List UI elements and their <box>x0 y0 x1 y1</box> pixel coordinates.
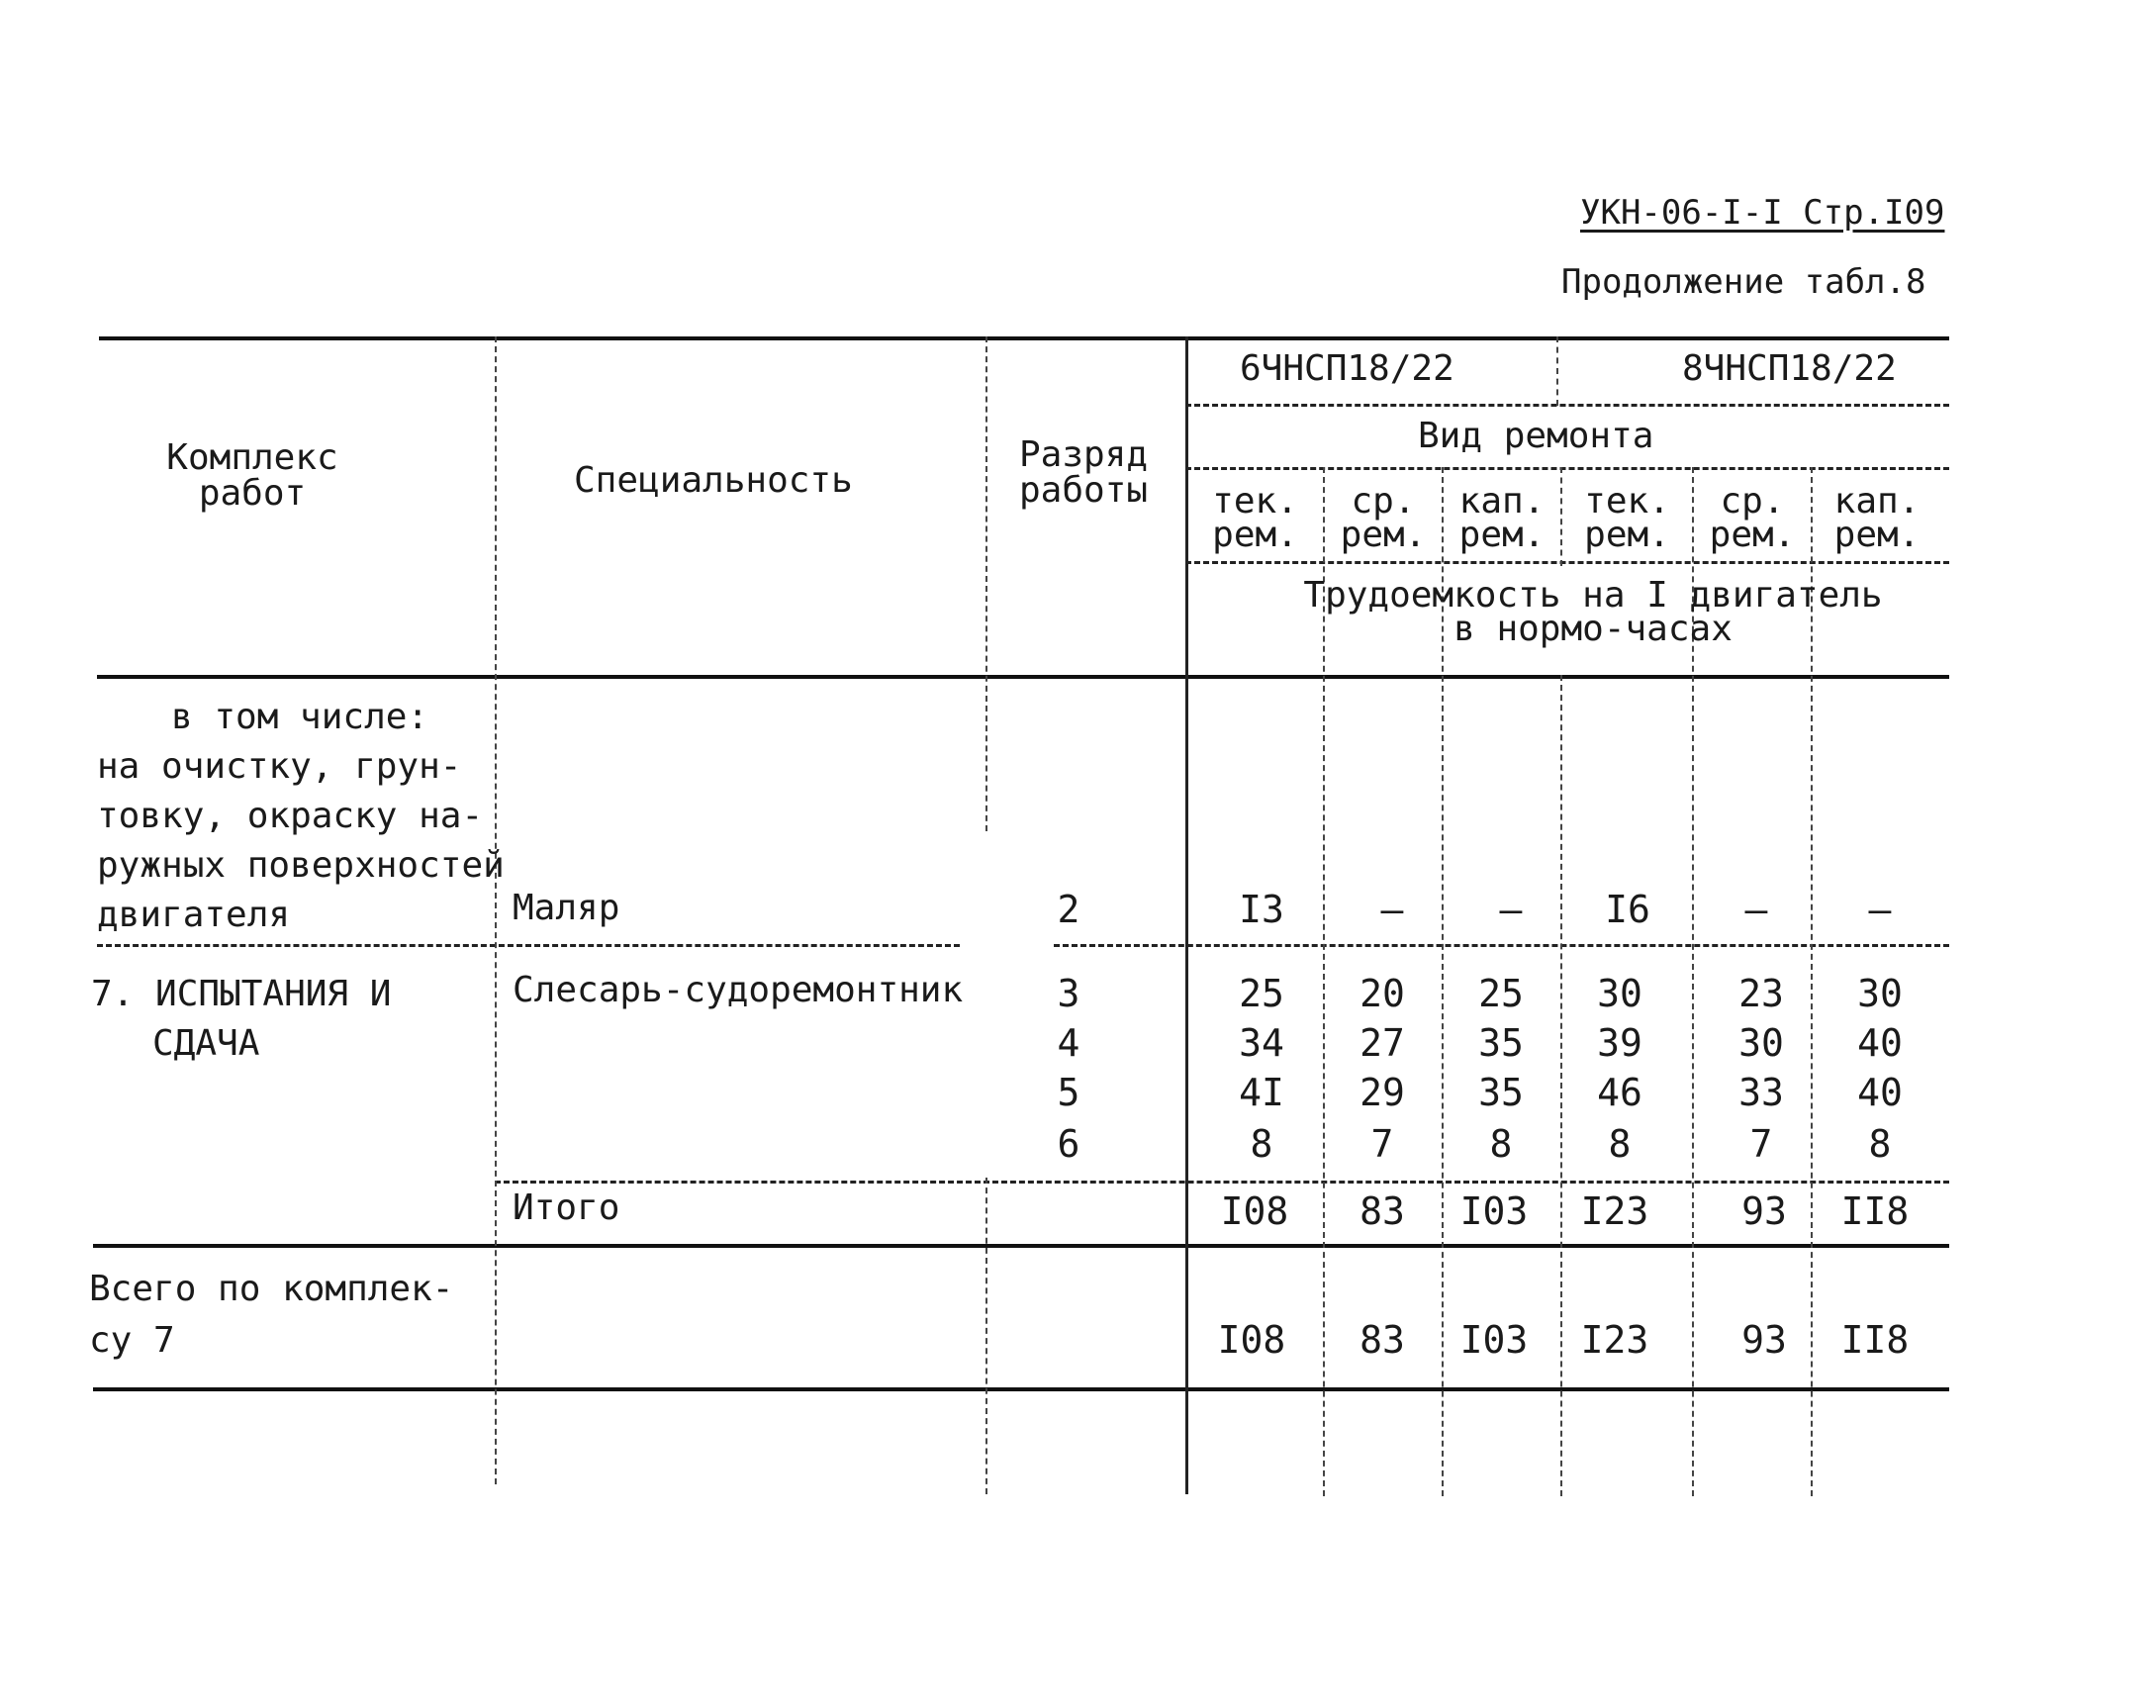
subtotal-value: II8 <box>1840 1189 1910 1233</box>
section-7-grade: 3 <box>1057 972 1080 1015</box>
section-7-complex <box>91 970 391 1069</box>
subtotal-value: I23 <box>1580 1189 1649 1233</box>
section-a-complex-line: в том числе: <box>171 697 429 737</box>
header-complex-line: Комплекс <box>166 437 338 478</box>
section-7-value: 29 <box>1359 1071 1405 1114</box>
repair-col-line: кап. <box>1833 481 1921 522</box>
section-a-rule-left <box>97 944 960 947</box>
section-a-specialty: Маляр <box>513 888 620 928</box>
repair-type-rule <box>1185 467 1949 470</box>
section-a-complex <box>97 693 505 940</box>
section-7-value: 35 <box>1478 1071 1524 1114</box>
section-a-value: I6 <box>1605 888 1650 931</box>
table-caption: Продолжение табл.8 <box>1561 262 1926 302</box>
repair-col-line: рем. <box>1212 515 1298 555</box>
section-7-value: 25 <box>1239 972 1284 1015</box>
header-labor-line: в нормо-часах <box>1453 609 1733 649</box>
engine-divider <box>1556 336 1558 406</box>
section-7-value: 8 <box>1608 1122 1632 1166</box>
repair-col-line: рем. <box>1709 515 1796 555</box>
section-7-value: 34 <box>1239 1021 1284 1065</box>
section-7-grade: 6 <box>1057 1122 1080 1166</box>
repair-col-line: ср. <box>1720 481 1785 522</box>
total-value: I03 <box>1459 1318 1529 1362</box>
section-7-value: 39 <box>1597 1021 1642 1065</box>
header-repair-col-1 <box>1187 481 1323 555</box>
engine-rule <box>1185 404 1949 407</box>
section-7-grade: 4 <box>1057 1021 1080 1065</box>
repair-col-line: рем. <box>1833 515 1921 555</box>
total-value: 93 <box>1741 1318 1787 1362</box>
section-a-grade: 2 <box>1057 888 1080 931</box>
subtotal-value: I03 <box>1459 1189 1529 1233</box>
header-repair-col-3 <box>1444 481 1560 555</box>
section-7-value: 8 <box>1250 1122 1273 1166</box>
subtotal-value: 93 <box>1741 1189 1787 1233</box>
section-7-value: 40 <box>1857 1021 1903 1065</box>
section-a-complex-line: двигателя <box>97 895 291 935</box>
header-engine-6: 6ЧНСП18/22 <box>1240 348 1454 389</box>
section-7-complex-line: СДАЧА <box>152 1023 260 1064</box>
section-7-value: 40 <box>1857 1071 1903 1114</box>
total-value: 83 <box>1359 1318 1405 1362</box>
repair-col-line: рем. <box>1340 515 1427 555</box>
page-reference: УКН-06-I-I Стр.I09 <box>1580 193 1945 233</box>
section-a-value: – <box>1744 888 1768 931</box>
total-value: I08 <box>1217 1318 1286 1362</box>
section-a-value: – <box>1868 888 1892 931</box>
section-7-value: 30 <box>1857 972 1903 1015</box>
section-7-value: 46 <box>1597 1071 1642 1114</box>
subtotal-bottom-rule <box>93 1244 1949 1248</box>
section-a-complex-line: на очистку, грун- <box>97 746 462 787</box>
header-complex <box>139 437 366 514</box>
total-label-line: Всего по комплек- <box>89 1269 454 1309</box>
header-repair-type: Вид ремонта <box>1418 416 1654 456</box>
header-engine-8: 8ЧНСП18/22 <box>1682 348 1897 389</box>
section-7-value: 4I <box>1239 1071 1284 1114</box>
header-repair-col-4 <box>1562 481 1692 555</box>
repair-col-line: кап. <box>1458 481 1546 522</box>
section-7-complex-line: 7. ИСПЫТАНИЯ И <box>91 974 392 1014</box>
header-complex-line: работ <box>198 473 307 514</box>
section-7-value: 35 <box>1478 1021 1524 1065</box>
header-specialty: Специальность <box>574 460 853 501</box>
subtotal-value: 83 <box>1359 1189 1405 1233</box>
total-value: II8 <box>1840 1318 1910 1362</box>
section-a-value: – <box>1380 888 1404 931</box>
section-7-specialty: Слесарь-судоремонтник <box>513 970 964 1010</box>
header-grade-line: Разряд <box>1018 434 1149 475</box>
header-grade-line: работы <box>1018 470 1149 511</box>
subtotal-value: I08 <box>1220 1189 1289 1233</box>
total-label-line: су 7 <box>89 1320 175 1361</box>
section-7-value: 8 <box>1489 1122 1513 1166</box>
total-label <box>89 1264 453 1367</box>
repair-col-line: рем. <box>1584 515 1670 555</box>
total-bottom-rule <box>93 1387 1949 1391</box>
section-7-value: 27 <box>1359 1021 1405 1065</box>
section-a-value: – <box>1499 888 1523 931</box>
section-7-grade: 5 <box>1057 1071 1080 1114</box>
section-7-value: 20 <box>1359 972 1405 1015</box>
section-7-value: 8 <box>1868 1122 1892 1166</box>
header-repair-col-6 <box>1813 481 1941 555</box>
col-divider-grade-lower <box>985 1178 987 1494</box>
subtotal-label: Итого <box>513 1187 620 1228</box>
repair-col-line: тек. <box>1584 481 1670 522</box>
subtotal-top-rule <box>495 1181 1949 1184</box>
repair-col-line: рем. <box>1458 515 1546 555</box>
header-repair-col-2 <box>1325 481 1442 555</box>
header-labor-line: Трудоемкость на I двигатель <box>1303 575 1883 616</box>
repair-col-line: тек. <box>1212 481 1298 522</box>
section-7-value: 7 <box>1370 1122 1394 1166</box>
header-repair-col-5 <box>1694 481 1811 555</box>
section-7-value: 7 <box>1749 1122 1773 1166</box>
section-a-value: I3 <box>1239 888 1284 931</box>
section-a-complex-line: ружных поверхностей <box>97 845 505 886</box>
section-7-value: 33 <box>1738 1071 1784 1114</box>
section-7-value: 30 <box>1597 972 1642 1015</box>
repair-col-line: ср. <box>1351 481 1416 522</box>
header-bottom-rule <box>97 675 1949 679</box>
header-labor <box>1247 575 1939 649</box>
col-divider-grade-upper <box>985 336 987 831</box>
total-value: I23 <box>1580 1318 1649 1362</box>
repair-cols-rule <box>1185 561 1949 564</box>
section-7-value: 30 <box>1738 1021 1784 1065</box>
table-top-rule <box>99 336 1949 340</box>
header-grade <box>999 434 1168 511</box>
section-7-value: 25 <box>1478 972 1524 1015</box>
section-7-value: 23 <box>1738 972 1784 1015</box>
section-a-complex-line: товку, окраску на- <box>97 796 484 836</box>
